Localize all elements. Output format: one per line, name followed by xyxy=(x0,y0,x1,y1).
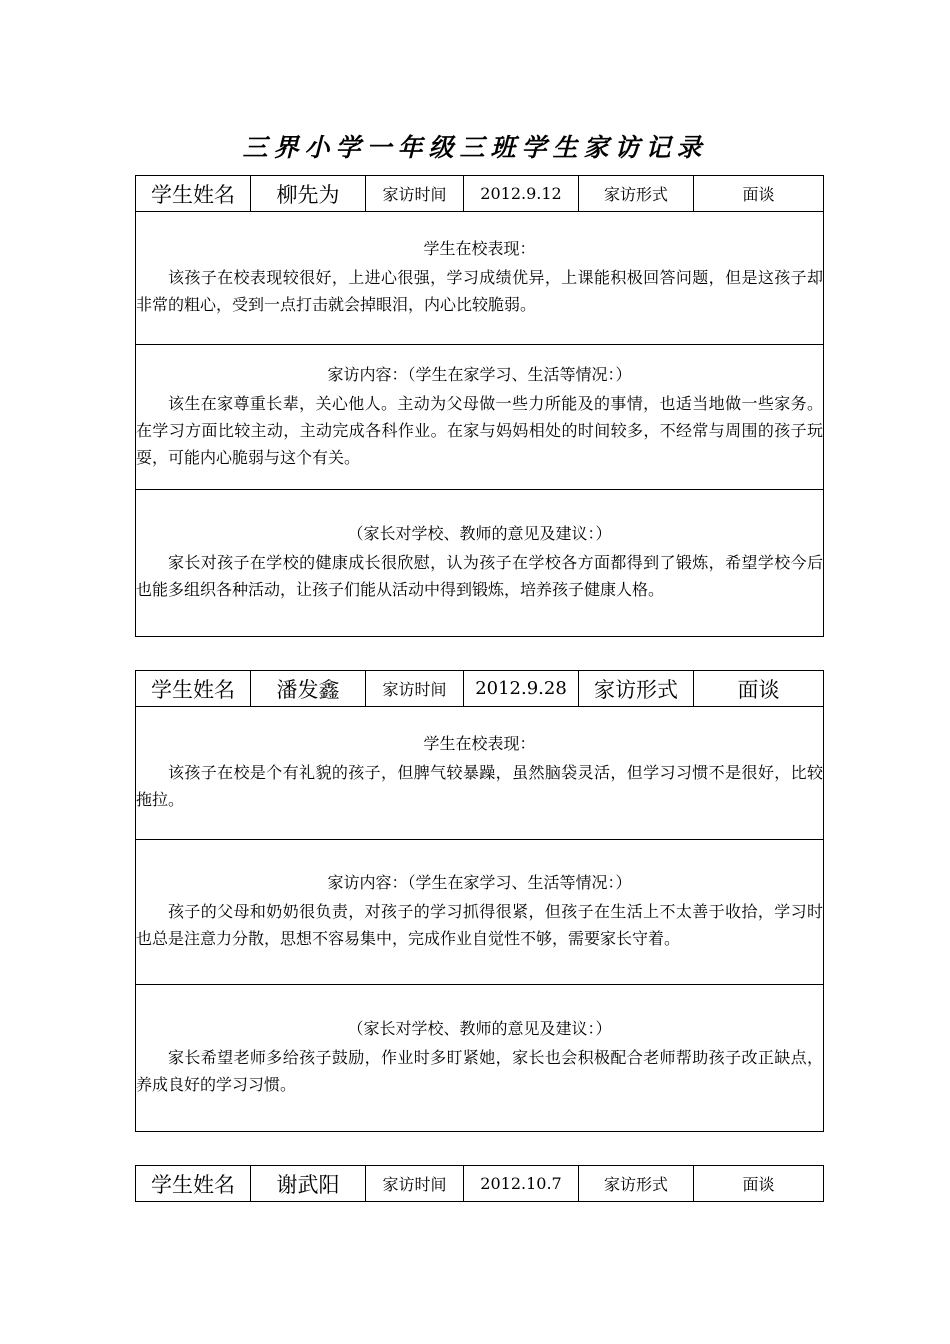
visit-content-label: 家访内容：（学生在家学习、生活等情况：） xyxy=(327,873,632,892)
visit-content-text: 孩子的父母和奶奶很负责，对孩子的学习抓得很紧，但孩子在生活上不太善于收拾，学习时也总是注意力分散，思想不容易集中，完成作业自觉性不够，需要家长守着。 xyxy=(136,902,823,948)
parent-suggestions-text: 家长希望老师多给孩子鼓励，作业时多盯紧她，家长也会积极配合老师帮助孩子改正缺点，养成良好的学习习惯。 xyxy=(136,1048,823,1094)
record-header-row xyxy=(136,176,824,212)
student-name-label: 学生姓名 xyxy=(136,176,251,212)
visit-time-value: 2012.10.7 xyxy=(464,1166,579,1202)
visit-content-section xyxy=(136,345,824,490)
visit-form-label: 家访形式 xyxy=(579,1166,694,1202)
school-performance-label: 学生在校表现： xyxy=(423,734,536,753)
school-performance-text: 该孩子在校是个有礼貌的孩子，但脾气较暴躁，虽然脑袋灵活，但学习习惯不是很好，比较拖拉。 xyxy=(136,763,823,809)
visit-time-label: 家访时间 xyxy=(366,671,464,707)
student-name-label: 学生姓名 xyxy=(136,671,251,707)
parent-suggestions-section xyxy=(136,490,824,637)
visit-form-label: 家访形式 xyxy=(579,671,694,707)
parent-suggestions-text: 家长对孩子在学校的健康成长很欣慰，认为孩子在学校各方面都得到了锻炼，希望学校今后也能多组织各种活动，让孩子们能从活动中得到锻炼，培养孩子健康人格。 xyxy=(136,553,823,599)
visit-time-label: 家访时间 xyxy=(366,176,464,212)
visit-form-value: 面谈 xyxy=(694,176,824,212)
school-performance-section xyxy=(136,707,824,840)
record-header-row xyxy=(136,671,824,707)
visit-form-label: 家访形式 xyxy=(579,176,694,212)
school-performance-label: 学生在校表现： xyxy=(423,239,536,258)
student-name-value: 潘发鑫 xyxy=(251,671,366,707)
visit-record-table xyxy=(135,670,824,1132)
school-performance-text: 该孩子在校表现较很好，上进心很强，学习成绩优异，上课能积极回答问题，但是这孩子却非常的粗心，受到一点打击就会掉眼泪，内心比较脆弱。 xyxy=(136,268,823,314)
visit-record-table xyxy=(135,175,824,637)
visit-time-value: 2012.9.12 xyxy=(464,176,579,212)
parent-suggestions-section xyxy=(136,985,824,1132)
visit-content-label: 家访内容：（学生在家学习、生活等情况：） xyxy=(327,364,632,384)
school-performance-section xyxy=(136,212,824,345)
visit-content-text: 该生在家尊重长辈，关心他人。主动为父母做一些力所能及的事情，也适当地做一些家务。在学习方面比较主动，主动完成各科作业。在家与妈妈相处的时间较多，不经常与周围的孩子玩耍，可能内心脆弱与这个有关。 xyxy=(136,393,823,467)
visit-form-value: 面谈 xyxy=(694,1166,824,1202)
student-name-value: 柳先为 xyxy=(251,176,366,212)
page-title: 三界小学一年级三班学生家访记录 xyxy=(242,133,708,162)
student-name-label: 学生姓名 xyxy=(136,1166,251,1202)
visit-content-section xyxy=(136,840,824,985)
visit-time-value: 2012.9.28 xyxy=(464,671,579,707)
visit-time-label: 家访时间 xyxy=(366,1166,464,1202)
record-header-row xyxy=(136,1166,824,1202)
parent-suggestions-label: （家长对学校、教师的意见及建议：） xyxy=(347,1019,612,1038)
visit-record-table xyxy=(135,1165,824,1202)
student-name-value: 谢武阳 xyxy=(251,1166,366,1202)
parent-suggestions-label: （家长对学校、教师的意见及建议：） xyxy=(347,524,612,543)
visit-form-value: 面谈 xyxy=(694,671,824,707)
